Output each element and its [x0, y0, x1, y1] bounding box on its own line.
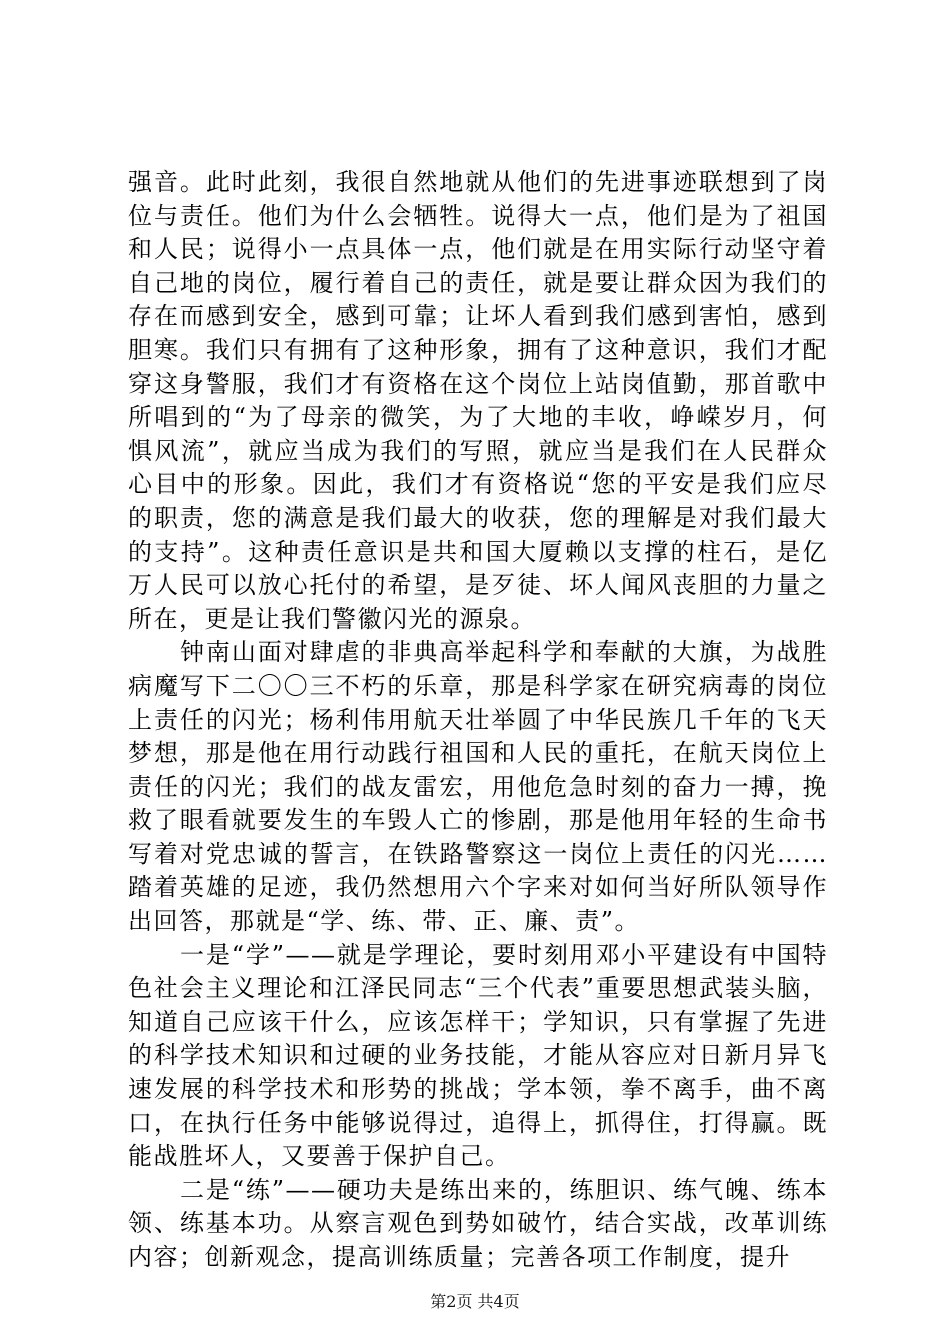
paragraph-study: 一是“学”——就是学理论，要时刻用邓小平建设有中国特色社会主义理论和江泽民同志“三个代表”重要思想武装头脑，知道自己应该干什么，应该怎样干；学知识，只有掌握了先进的科学技术知识和过硬的业务技能，才能从容应对日新月异飞速发展的科学技术和形势的挑战；学本领，拳不离手，曲不离口，在执行任务中能够说得过，追得上，抓得住，打得赢。既能战胜坏人，又要善于保护自己。	[128, 940, 828, 1171]
document-body	[128, 166, 828, 1275]
paragraph-continuation: 强音。此时此刻，我很自然地就从他们的先进事迹联想到了岗位与责任。他们为什么会牺牲。说得大一点，他们是为了祖国和人民；说得小一点具体一点，他们就是在用实际行动坚守着自己地的岗位，履行着自己的责任，就是要让群众因为我们的存在而感到安全，感到可靠；让坏人看到我们感到害怕，感到胆寒。我们只有拥有了这种形象，拥有了这种意识，我们才配穿这身警服，我们才有资格在这个岗位上站岗值勤，那首歌中所唱到的“为了母亲的微笑，为了大地的丰收，峥嵘岁月，何惧风流”，就应当成为我们的写照，就应当是我们在人民群众心目中的形象。因此，我们才有资格说“您的平安是我们应尽的职责，您的满意是我们最大的收获，您的理解是对我们最大的支持”。这种责任意识是共和国大厦赖以支撑的柱石，是亿万人民可以放心托付的希望，是歹徒、坏人闻风丧胆的力量之所在，更是让我们警徽闪光的源泉。	[128, 168, 828, 633]
paragraph-heroes: 钟南山面对肆虐的非典高举起科学和奉献的大旗，为战胜病魔写下二〇〇三不朽的乐章，那是科学家在研究病毒的岗位上责任的闪光；杨利伟用航天壮举圆了中华民族几千年的飞天梦想，那是他在用行动践行祖国和人民的重托，在航天岗位上责任的闪光；我们的战友雷宏，用他危急时刻的奋力一搏，挽救了眼看就要发生的车毁人亡的惨剧，那是他用年轻的生命书写着对党忠诚的誓言，在铁路警察这一岗位上责任的闪光……踏着英雄的足迹，我仍然想用六个字来对如何当好所队领导作出回答，那就是“学、练、带、正、廉、责”。	[128, 638, 828, 936]
paragraph-training: 二是“练”——硬功夫是练出来的，练胆识、练气魄、练本领、练基本功。从察言观色到势如破竹，结合实战，改革训练内容；创新观念，提高训练质量；完善各项工作制度，提升	[128, 1175, 828, 1271]
page-number-footer: 第2页 共4页	[430, 1292, 520, 1311]
